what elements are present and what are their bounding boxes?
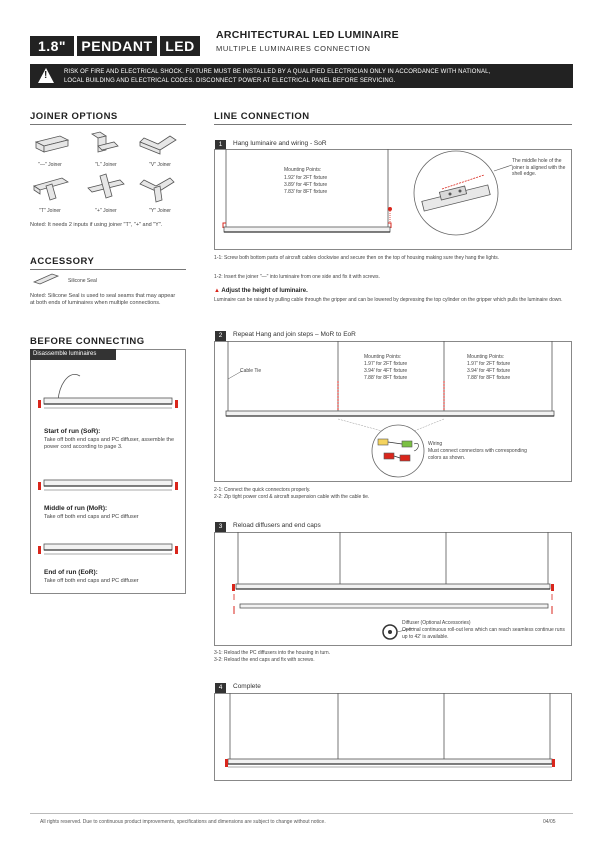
joiner-caption: "T" Joiner [39, 208, 61, 214]
end-cap-icon [232, 584, 235, 591]
step-1-mount-line: 1.92' for 2FT fixture [284, 175, 328, 181]
sor-text: Take off both end caps and PC diffuser, assemble the power cord according to page 3. [44, 437, 175, 450]
warning-line-1: RISK OF FIRE AND ELECTRICAL SHOCK. FIXTURE MUST BE INSTALLED BY A QUALIFIED ELECTRICIAN ONLY IN ACCORDANCE WITH NATIONAL, [64, 69, 491, 75]
v-joiner-icon [140, 136, 176, 154]
step-1-note-2: 1-2: Insert the joiner "—" into luminaire from one side and fix it with screws. [214, 274, 380, 280]
sor-fixture [44, 398, 172, 404]
end-cap-icon [38, 482, 41, 490]
line-connection-title: LINE CONNECTION [214, 111, 310, 122]
cable-tie-label: Cable Tie [240, 368, 262, 374]
eor-text: Take off both end caps and PC diffuser [44, 578, 139, 584]
diffuser-text: Optional continuous roll-out lens which can reach seamless continue runs up to 42' is available. [402, 627, 565, 640]
step-2-mount-line-b: 3.94' for 4FT fixture [467, 368, 511, 374]
t-joiner-icon [34, 178, 68, 200]
mor-text: Take off both end caps and PC diffuser [44, 514, 139, 520]
straight-joiner-icon [36, 136, 68, 152]
connector-icon [400, 455, 410, 461]
light-badge: LED [160, 36, 200, 56]
adjust-text: Luminaire can be raised by pulling cable through the gripper and can be lowered by depressing the top cylinder on the gripper which pulls the luminaire down. [214, 297, 563, 303]
y-joiner-icon [140, 178, 174, 202]
step-1-callout: The middle hole of the joiner is aligned with the shell edge. [512, 158, 566, 177]
end-cap-icon [175, 482, 178, 490]
divider [30, 124, 186, 125]
fixture-body [224, 227, 390, 232]
connector-icon [384, 453, 394, 459]
joiner-icons [30, 130, 190, 220]
end-cap-icon [225, 759, 228, 767]
footer-rights: All rights reserved. Due to continuous product improvements, specifications and dimensions are subject to change without notice. [40, 819, 326, 825]
step-2-label: Repeat Hang and join steps – MoR to EoR [233, 331, 356, 338]
step-2-mount-title-b: Mounting Points: [467, 354, 505, 360]
divider [30, 269, 186, 270]
warning-icon: ▲ [214, 288, 220, 294]
wiring-title: Wiring [428, 441, 443, 447]
disassemble-tab: Disassemble luminaires [30, 349, 116, 360]
footer-divider [30, 813, 573, 814]
sor-title: Start of run (SoR): [44, 428, 101, 435]
joiner-caption: "+" Joiner [95, 208, 117, 214]
plus-joiner-icon [88, 174, 124, 198]
mor-fixture [44, 480, 172, 486]
joiner-caption: "V" Joiner [149, 162, 171, 168]
adjust-title: Adjust the height of luminaire. [221, 288, 308, 294]
diffuser-title: Diffuser (Optional Accessories) [402, 620, 471, 626]
before-connecting-title: BEFORE CONNECTING [30, 336, 145, 347]
warning-banner [30, 64, 573, 88]
wiring-text: Must connect connectors with corresponding colors as shown. [428, 448, 527, 461]
step-1-mount-title: Mounting Points: [284, 167, 322, 173]
type-badge: PENDANT [77, 36, 157, 56]
eor-fixture [44, 544, 172, 550]
end-cap-icon [38, 400, 41, 408]
step-2-mount-line: 7.88' for 8FT fixture [364, 375, 408, 381]
step-3-note-2: 3-2: Reload the end caps and fix with screws. [214, 657, 315, 663]
end-cap-icon [175, 400, 178, 408]
adjust-height-heading [214, 288, 308, 294]
step-2-mount-line: 3.94' for 4FT fixture [364, 368, 408, 374]
eor-title: End of run (EoR): [44, 569, 98, 576]
step-2-note-2: 2-2: Zip tight power cord & aircraft suspension cable with the cable tie. [214, 494, 370, 500]
accessory-item: Silicone Seal [68, 278, 97, 284]
joiner-caption: "Y" Joiner [149, 208, 171, 214]
end-cap-icon [38, 546, 41, 554]
step-4-label: Complete [233, 683, 261, 690]
step-1-mount-line: 3.89' for 4FT fixture [284, 182, 328, 188]
divider [214, 124, 572, 125]
end-cap-icon [552, 759, 555, 767]
step-1-number: 1 [215, 140, 226, 150]
warning-line-2: LOCAL BUILDING AND ELECTRICAL CODES. DISCONNECT POWER AT ELECTRICAL PANEL BEFORE SERVICING. [64, 78, 396, 84]
power-cord-icon [58, 374, 80, 400]
joiner-options-title: JOINER OPTIONS [30, 111, 118, 122]
step-1-mount-line: 7.83' for 8FT fixture [284, 189, 328, 195]
disassemble-drawings [30, 360, 186, 590]
wiring-magnifier [372, 425, 424, 477]
joiner-caption: "L" Joiner [95, 162, 117, 168]
connector-icon [402, 441, 412, 447]
step-2-mount-title: Mounting Points: [364, 354, 402, 360]
step-2-mount-line-b: 1.97' for 2FT fixture [467, 361, 511, 367]
step-2-mount-line-b: 7.88' for 8FT fixture [467, 375, 511, 381]
accessory-note: Noted: Silicone Seal is used to seal seams that may appear at both ends of luminaires when multiple connections. [30, 293, 176, 306]
accessory-title: ACCESSORY [30, 256, 95, 267]
end-cap-icon [551, 584, 554, 591]
joiner-caption: "—" Joiner [38, 162, 62, 168]
step-3-note-1: 3-1: Reload the PC diffusers into the housing in turn. [214, 650, 331, 656]
step-1-note-1: 1-1: Screw both bottom parts of aircraft cables clockwise and secure then on the top of housing making sure they hang the lights. [214, 255, 500, 261]
warning-icon: ! [38, 68, 54, 83]
end-cap-icon [175, 546, 178, 554]
step-2-mount-line: 1.97' for 2FT fixture [364, 361, 408, 367]
mor-title: Middle of run (MoR): [44, 505, 108, 512]
step-4-drawing [214, 693, 572, 781]
step-2-number: 2 [215, 331, 226, 341]
silicone-seal-icon [32, 272, 62, 286]
page-number: 04/05 [543, 819, 556, 825]
connector-icon [378, 439, 388, 445]
joiner-note: Noted: It needs 2 inputs if using joiner "T", "+" and "Y". [30, 222, 163, 228]
step-3-label: Reload diffusers and end caps [233, 522, 321, 529]
l-joiner-icon [92, 132, 118, 152]
step-3-number: 3 [215, 522, 226, 532]
diffuser-strip [240, 604, 548, 608]
step-1-label: Hang luminaire and wiring - SoR [233, 140, 327, 147]
step-2-note-1: 2-1: Connect the quick connectors properly. [214, 487, 311, 493]
size-badge: 1.8" [30, 36, 74, 56]
page-subtitle: MULTIPLE LUMINAIRES CONNECTION [216, 44, 371, 53]
page-title: ARCHITECTURAL LED LUMINAIRE [216, 29, 399, 41]
step-4-number: 4 [215, 683, 226, 693]
